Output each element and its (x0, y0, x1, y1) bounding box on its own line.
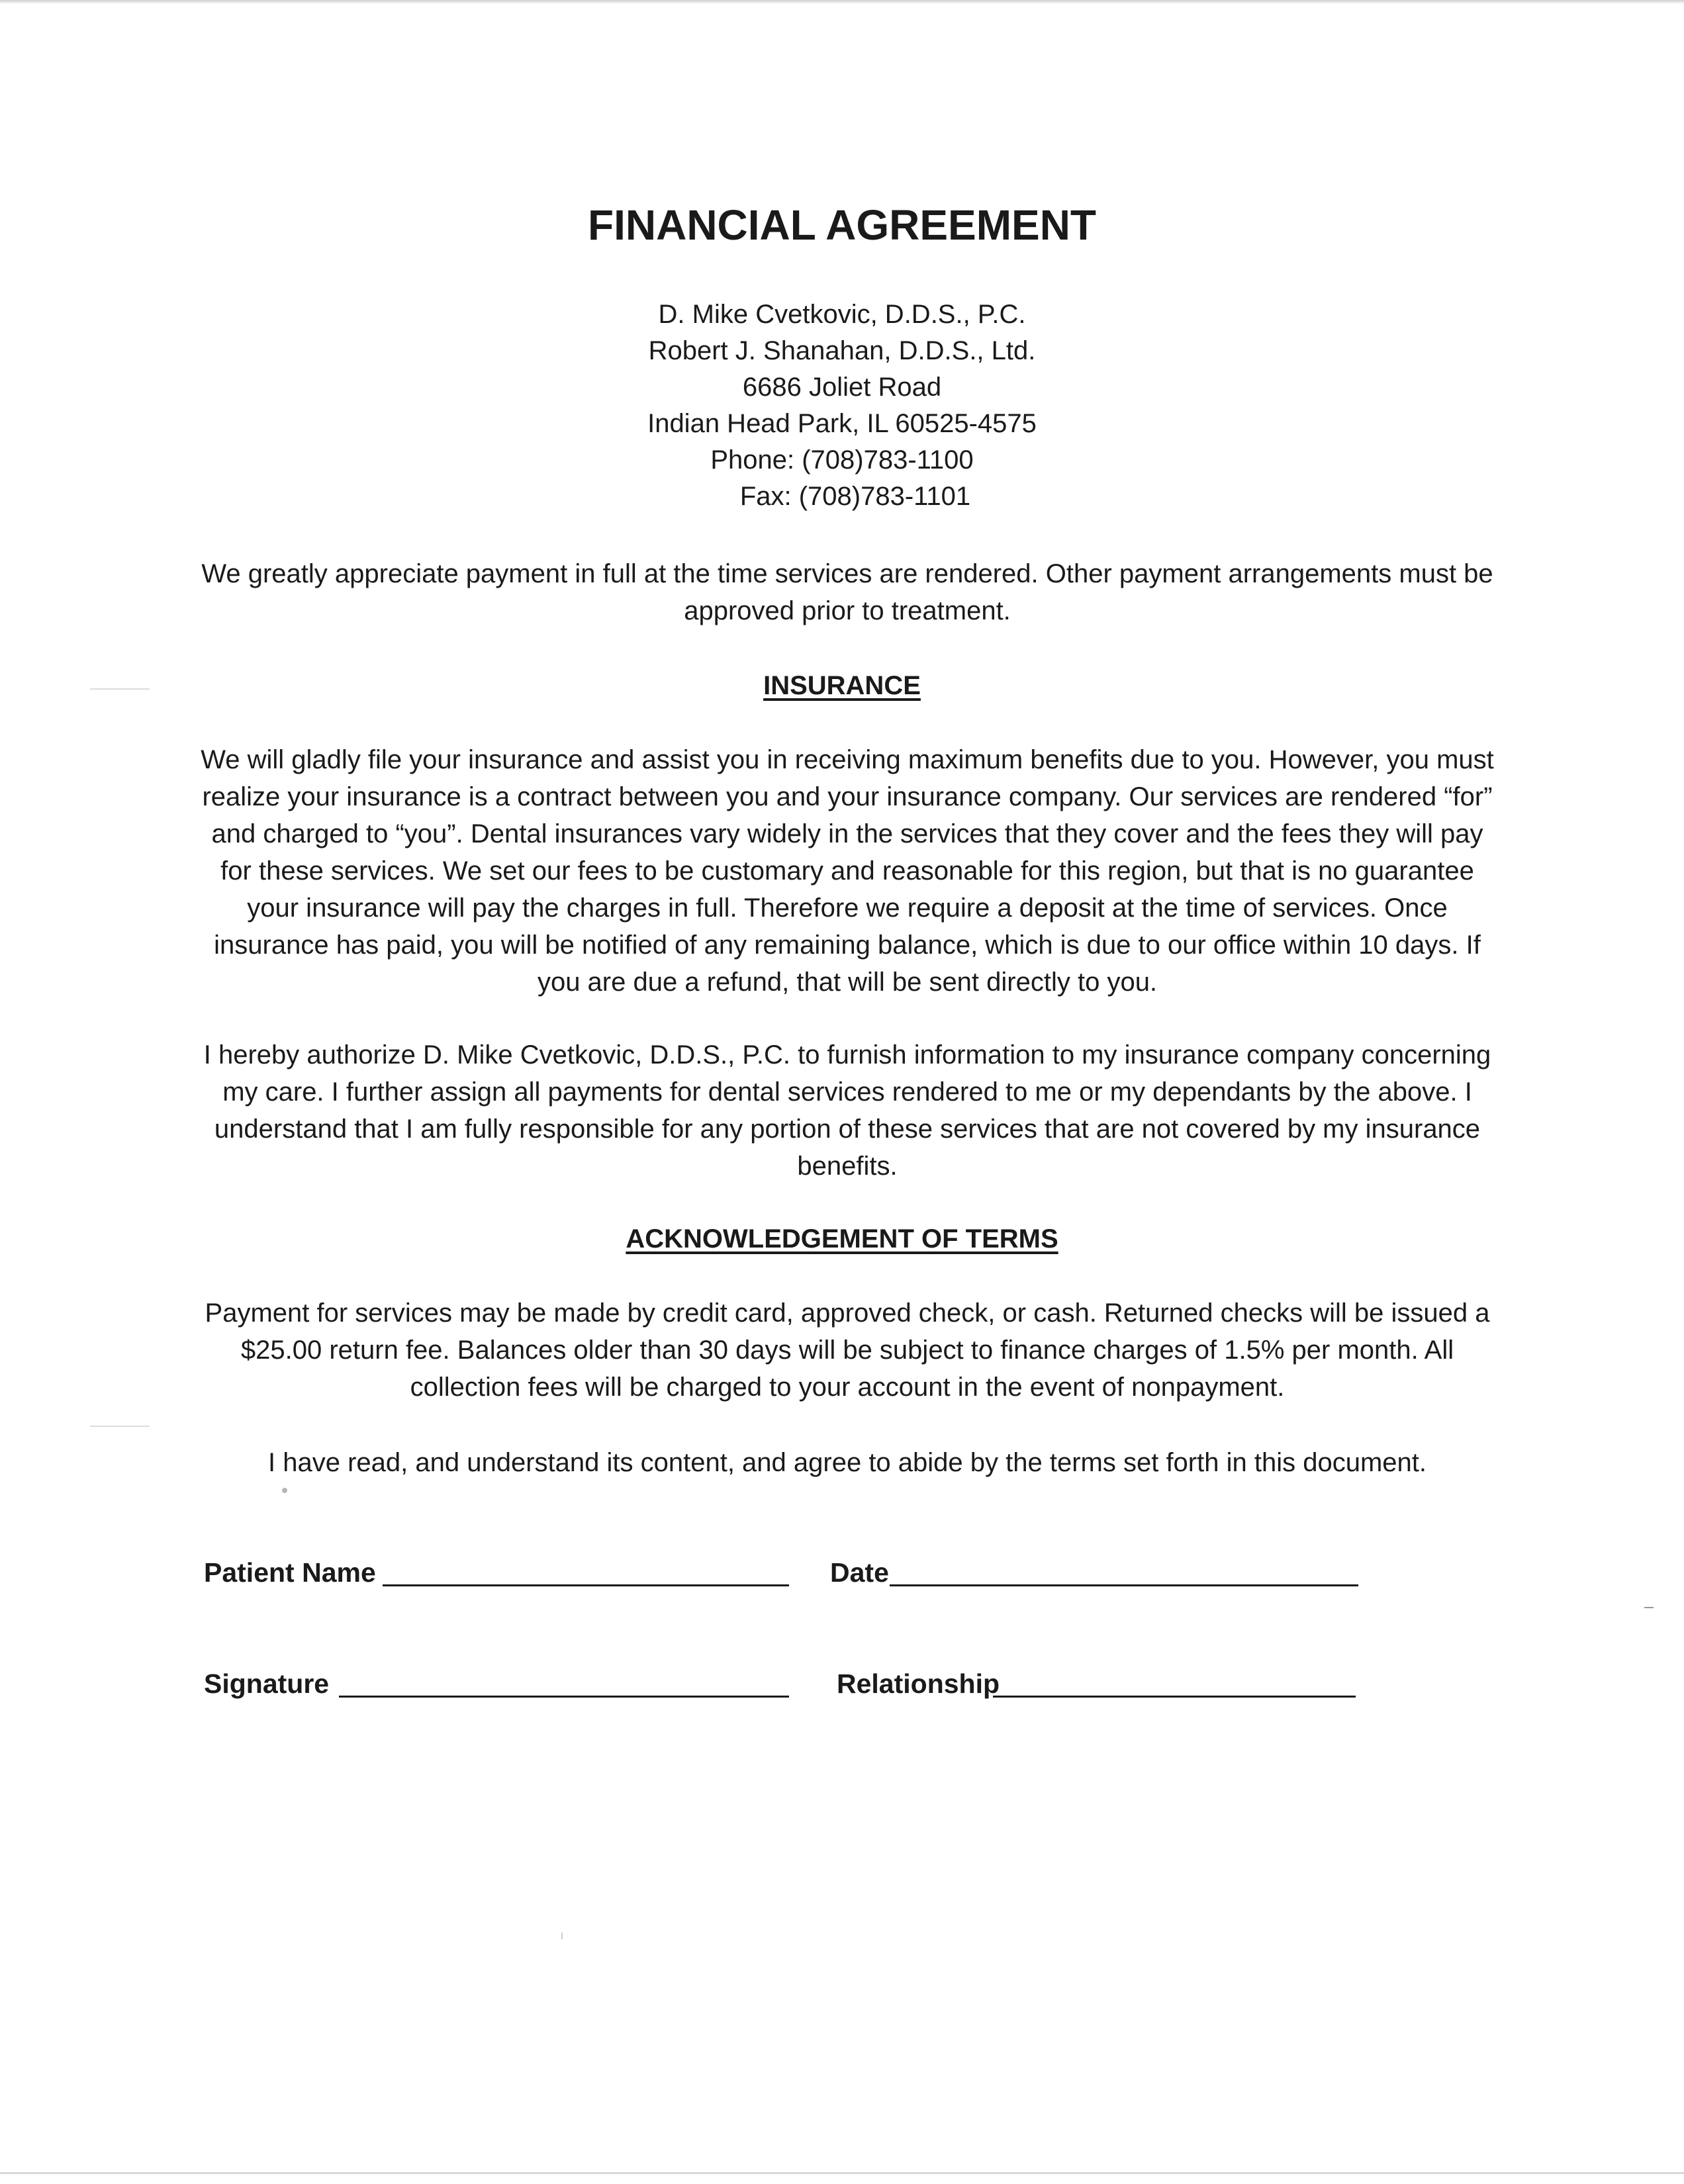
scan-mark (90, 688, 150, 690)
relationship-line[interactable] (993, 1696, 1356, 1698)
scan-mark (561, 1933, 563, 1939)
scan-mark (90, 1426, 150, 1427)
insurance-paragraph-2: I hereby authorize D. Mike Cvetkovic, D.D.S., P.C. to furnish information to my insurance company concerning my care. I further assign all payments for dental services rendered to me or my dependants by the above. I understand that I am fully responsible for any portion of these services that are not covered by my insurance benefits. (203, 1040, 1491, 1181)
scan-bottom-edge (0, 2172, 1684, 2174)
scan-speck (282, 1488, 287, 1493)
practice-name-1: D. Mike Cvetkovic, D.D.S., P.C. (658, 300, 1026, 329)
scan-mark (1644, 1607, 1654, 1608)
patient-name-line[interactable] (383, 1584, 789, 1586)
practice-name-2: Robert J. Shanahan, D.D.S., Ltd. (648, 336, 1036, 365)
signature-label: Signature (204, 1668, 330, 1699)
insurance-heading-text: INSURANCE (763, 671, 921, 700)
practice-street: 6686 Joliet Road (742, 373, 942, 402)
intro-paragraph: We greatly appreciate payment in full at the time services are rendered. Other payment arrangements must be approved prior to treatment. (201, 559, 1493, 625)
date-label: Date (830, 1557, 889, 1588)
relationship-label: Relationship (837, 1668, 1000, 1699)
insurance-heading (0, 667, 1684, 704)
patient-name-label: Patient Name (204, 1557, 376, 1588)
scan-top-edge (0, 0, 1684, 4)
practice-phone: Phone: (708)783-1100 (710, 445, 974, 475)
acknowledgement-paragraph-2: I have read, and understand its content, and agree to abide by the terms set forth in this document. (268, 1448, 1427, 1477)
date-line[interactable] (890, 1584, 1358, 1586)
acknowledgement-paragraph-1: Payment for services may be made by credit card, approved check, or cash. Returned checks will be issued a $25.00 return fee. Balances older than 30 days will be subject to finance charges of 1.5% per month. All collection fees will be charged to your account in the event of nonpayment. (205, 1298, 1490, 1402)
practice-address-block (0, 296, 1684, 515)
acknowledgement-heading-text: ACKNOWLEDGEMENT OF TERMS (626, 1224, 1058, 1253)
document-title: FINANCIAL AGREEMENT (588, 201, 1096, 249)
insurance-paragraph-1: We will gladly file your insurance and assist you in receiving maximum benefits due to you. However, you must realize your insurance is a contract between you and your insurance company. Our services are rendered “for” and charged to “you”. Dental insurances vary widely in the services that they cover and the fees they will pay for these services. We set our fees to be customary and reasonable for this region, but that is no guarantee your insurance will pay the charges in full. Therefore we require a deposit at the time of services. Once insurance has paid, you will be notified of any remaining balance, which is due to our office within 10 days. If you are due a refund, that will be sent directly to you. (201, 745, 1494, 997)
signature-line[interactable] (339, 1696, 789, 1698)
practice-fax: Fax: (708)783-1101 (739, 482, 971, 511)
practice-city: Indian Head Park, IL 60525-4575 (647, 409, 1037, 438)
acknowledgement-heading (0, 1220, 1684, 1257)
